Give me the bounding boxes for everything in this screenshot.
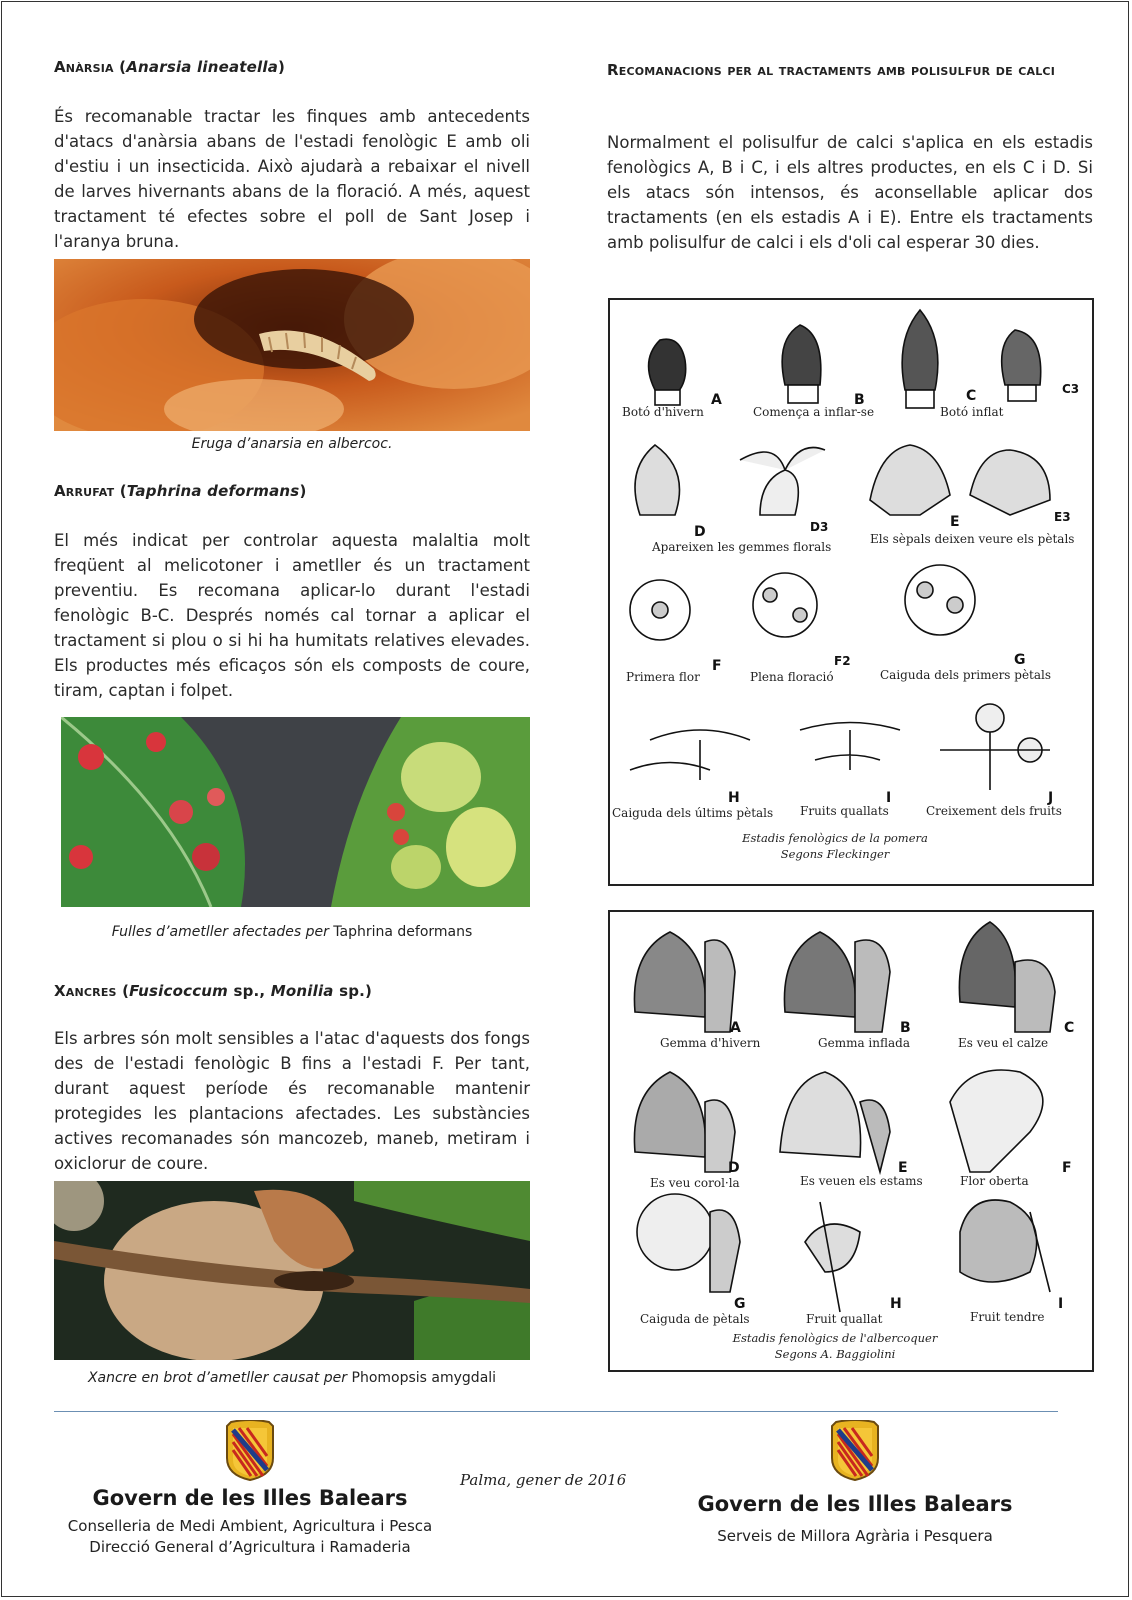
- stage-letter-D3: D3: [810, 520, 829, 534]
- stage-label-G: Caiguda dels primers pètals: [880, 668, 1052, 682]
- heading-polisulfur: Recomanacions per al tractaments amb polisulfur de calci: [607, 61, 1055, 79]
- alb-letter-F: F: [1062, 1160, 1072, 1176]
- footer-gov-right: [690, 1420, 1020, 1547]
- stage-label-D: Apareixen les gemmes florals: [652, 540, 832, 554]
- heading-arrufat: Arrufat (Taphrina deformans): [54, 482, 307, 500]
- alb-letter-I: I: [1058, 1296, 1064, 1312]
- text-xancres: Els arbres són molt sensibles a l'atac d'aquests dos fongs des de l'estadi fenològic B fins a l'estadi F. Per tant, durant aquest període és recomanable mantenir protegides les plantacions afectades. Les substàncies actives recomanades són mancozeb, maneb, metiram i oxiclorur de coure.: [54, 1029, 530, 1173]
- alb-letter-G: G: [734, 1296, 746, 1312]
- alb-letter-B: B: [900, 1020, 911, 1036]
- diagram-pomera-stages: [608, 298, 1094, 886]
- caption-anarsia: Eruga d’anarsia en albercoc.: [191, 436, 393, 452]
- gov-name-left: Govern de les Illes Balears: [92, 1486, 408, 1510]
- caption-xancre: Xancre en brot d’ametller causat per Phomopsis amygdali: [87, 1370, 497, 1386]
- shield-icon: [828, 1420, 882, 1482]
- alb-label-F: Flor oberta: [960, 1174, 1029, 1188]
- heading-anarsia: Anàrsia (Anarsia lineatella): [54, 58, 286, 76]
- alb-label-C: Es veu el calze: [958, 1036, 1049, 1050]
- footer-date: Palma, gener de 2016: [460, 1471, 627, 1489]
- alb-letter-A: A: [730, 1020, 741, 1036]
- stage-letter-C3: C3: [1062, 382, 1080, 396]
- footer-gov-left: [50, 1420, 450, 1558]
- stage-letter-A: A: [711, 392, 722, 408]
- stage-label-B: Comença a inflar-se: [753, 405, 875, 419]
- heading-xancres: Xancres (Fusicoccum sp., Monilia sp.): [54, 982, 373, 1000]
- alb-letter-E: E: [898, 1160, 908, 1176]
- alb-label-G: Caiguda de pètals: [640, 1312, 750, 1326]
- stage-letter-E: E: [950, 514, 960, 530]
- stage-letter-I: I: [886, 790, 892, 806]
- stage-letter-J: J: [1048, 790, 1054, 806]
- stage-label-E: Els sèpals deixen veure els pètals: [870, 532, 1075, 546]
- stage-letter-F: F: [712, 658, 722, 674]
- stage-label-A: Botó d'hivern: [622, 405, 704, 419]
- diagram-albercoquer-caption: Estadis fenològics de l'albercoquer Segons A. Baggiolini: [732, 1331, 938, 1361]
- stage-letter-D: D: [694, 524, 706, 540]
- stage-label-I: Fruits quallats: [800, 804, 889, 818]
- alb-label-E: Es veuen els estams: [800, 1174, 923, 1188]
- alb-label-B: Gemma inflada: [818, 1036, 910, 1050]
- alb-label-H: Fruit quallat: [806, 1312, 883, 1326]
- gov-name-right: Govern de les Illes Balears: [697, 1492, 1013, 1516]
- stage-letter-F2: F2: [834, 654, 851, 668]
- stage-letter-H: H: [728, 790, 740, 806]
- text-anarsia: És recomanable tractar les finques amb antecedents d'atacs d'anàrsia abans de l'estadi fenològic E amb oli d'estiu i un insecticida. Això ajudarà a rebaixar el nivell de larves hivernants abans de la floració. A més, aquest tractament té efectes sobre el poll de Sant Josep i l'aranya bruna.: [54, 107, 530, 251]
- alb-letter-C: C: [1064, 1020, 1075, 1036]
- stage-label-F2: Plena floració: [750, 670, 834, 684]
- stage-letter-G: G: [1014, 652, 1026, 668]
- photo-taphrina-leaves: [61, 717, 530, 907]
- alb-letter-H: H: [890, 1296, 902, 1312]
- shield-icon: [223, 1420, 277, 1482]
- alb-label-D: Es veu corol·la: [650, 1176, 740, 1190]
- alb-letter-D: D: [728, 1160, 740, 1176]
- footer-divider: [54, 1411, 1058, 1412]
- alb-label-A: Gemma d'hivern: [660, 1036, 761, 1050]
- stage-label-F: Primera flor: [626, 670, 700, 684]
- stage-letter-B: B: [854, 392, 865, 408]
- text-polisulfur: Normalment el polisulfur de calci s'aplica en els estadis fenològics A, B i C, i els altres productes, en els C i D. Si els atacs són intensos, és aconsellable aplicar dos tractaments (en els estadis A i E). Entre els tractaments amb polisulfur de calci i els d'oli cal esperar 30 dies.: [607, 133, 1093, 252]
- photo-xancre-branch: [54, 1181, 530, 1360]
- stage-label-J: Creixement dels fruits: [926, 804, 1062, 818]
- gov-service-line: Serveis de Millora Agrària i Pesquera: [717, 1527, 993, 1545]
- text-arrufat: El més indicat per controlar aquesta malaltia molt freqüent al melicotoner i ametller és un tractament preventiu. Es recomana aplicar-lo durant l'estadi fenològic B-C. Després només cal tornar a aplicar el tractament si plou o si hi ha humitats relatives elevades. Els productes més eficaços són els composts de coure, tiram, captan i folpet.: [54, 531, 530, 700]
- gov-dept-line1: Conselleria de Medi Ambient, Agricultura i Pesca: [67, 1517, 433, 1535]
- caption-taphrina: Fulles d’ametller afectades per Taphrina deformans: [111, 924, 473, 940]
- stage-letter-E3: E3: [1054, 510, 1071, 524]
- stage-label-C: Botó inflat: [940, 405, 1004, 419]
- stage-letter-C: C: [966, 388, 977, 404]
- stage-label-H: Caiguda dels últims pètals: [612, 806, 774, 820]
- photo-anarsia-larva: [54, 259, 530, 431]
- diagram-pomera-caption: Estadis fenològics de la pomera Segons Fleckinger: [742, 831, 928, 861]
- diagram-albercoquer-stages: [608, 910, 1094, 1372]
- gov-dept-line2: Direcció General d’Agricultura i Ramaderia: [89, 1538, 411, 1556]
- alb-label-I: Fruit tendre: [970, 1310, 1045, 1324]
